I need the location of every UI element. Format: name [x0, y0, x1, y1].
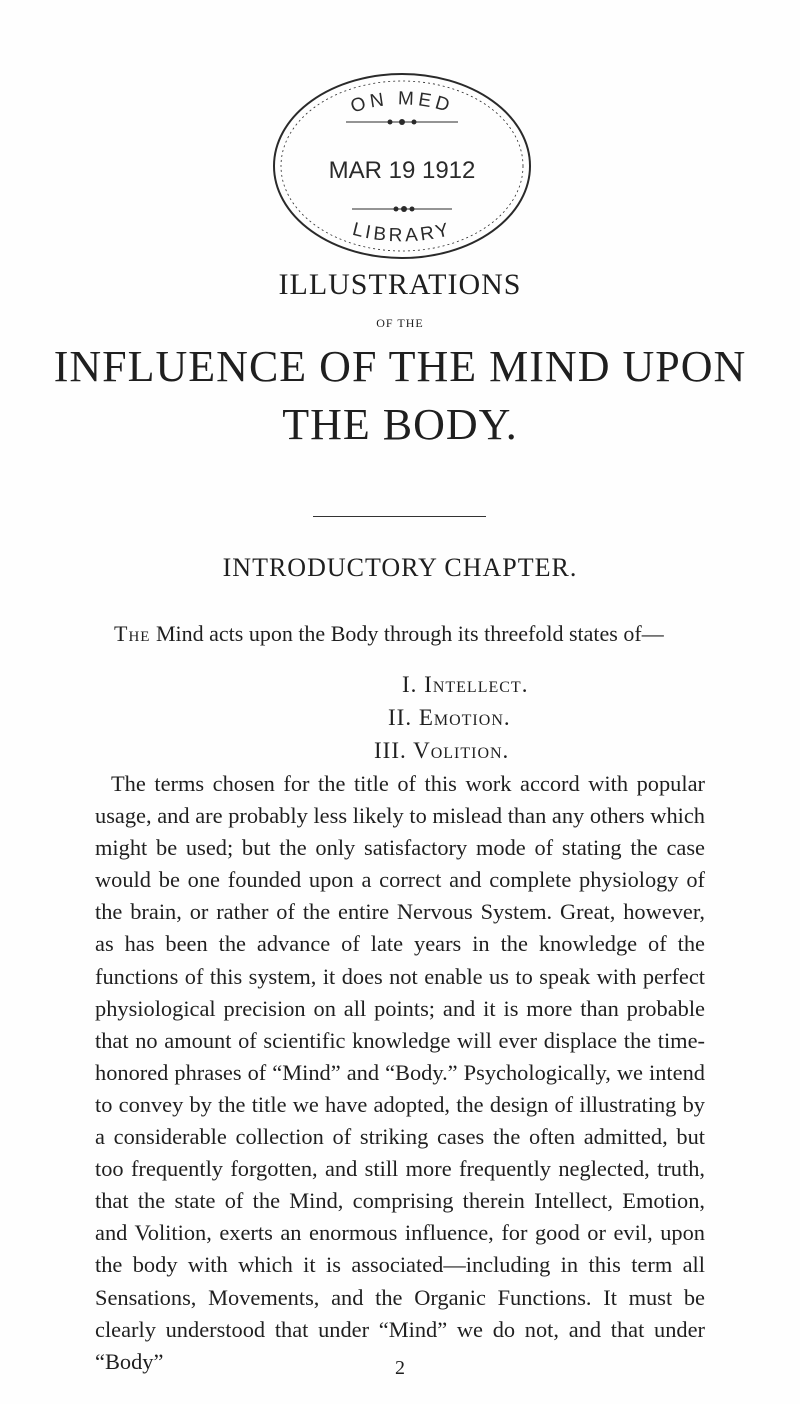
- stamp-top-text: ON MED: [348, 88, 456, 118]
- stamp-date: MAR 19 1912: [328, 157, 476, 184]
- state-item: [402, 672, 528, 698]
- divider-rule: [313, 516, 486, 517]
- body-paragraph-block: [95, 768, 705, 1378]
- state-item: [388, 705, 511, 731]
- state-label: Volition.: [413, 738, 510, 763]
- of-the-caption: OF THE: [376, 316, 424, 330]
- svg-text:LIBRARY: [350, 219, 453, 246]
- book-title: [0, 338, 800, 454]
- page-number: 2: [395, 1357, 405, 1379]
- state-item: [374, 738, 509, 764]
- body-paragraph: The terms chosen for the title of this work accord with popular usage, and are probably less likely to mislead than any others which might be used; but the only satisfactory mode of stating the case would be one founded upon a correct and complete physiology of the brain, or rather of the entire Nervous System. Great, however, as has been the advance of late years in the knowledge of the functions of this system, it does not enable us to speak with perfect physiological precision on all points; and it is more than probable that no amount of scientific knowledge will ever displace the time-honored phrases of “Mind” and “Body.” Psychologically, we intend to convey by the title we have adopted, the design of illustrating by a considerable collection of striking cases the often admitted, but too frequently forgotten, and still more frequently neglected, truth, that the state of the Mind, comprising therein Intellect, Emotion, and Volition, exerts an enormous influence, for good or evil, upon the body with which it is associated—including in this term all Sensations, Movements, and the Organic Functions. It must be clearly understood that under “Mind” we do not, and that under “Body”: [95, 771, 705, 1374]
- intro-first-word: The: [114, 621, 151, 646]
- book-title-line-2: THE BODY.: [282, 400, 518, 449]
- intro-sentence: [114, 621, 664, 647]
- state-numeral: II.: [388, 705, 413, 730]
- book-title-line-1: INFLUENCE OF THE MIND UPON: [53, 342, 747, 391]
- library-stamp: [268, 66, 536, 266]
- state-label: Emotion.: [418, 705, 511, 730]
- state-label: Intellect.: [424, 672, 529, 697]
- chapter-heading: INTRODUCTORY CHAPTER.: [222, 553, 578, 582]
- svg-text:ON MED: [348, 88, 455, 117]
- state-numeral: I.: [402, 672, 418, 697]
- stamp-seal-icon: [268, 66, 536, 266]
- illustrations-title: ILLUSTRATIONS: [278, 268, 522, 301]
- state-numeral: III.: [374, 738, 407, 763]
- stamp-bottom-text: LIBRARY: [350, 218, 454, 247]
- intro-rest: Mind acts upon the Body through its threefold states of—: [150, 621, 664, 646]
